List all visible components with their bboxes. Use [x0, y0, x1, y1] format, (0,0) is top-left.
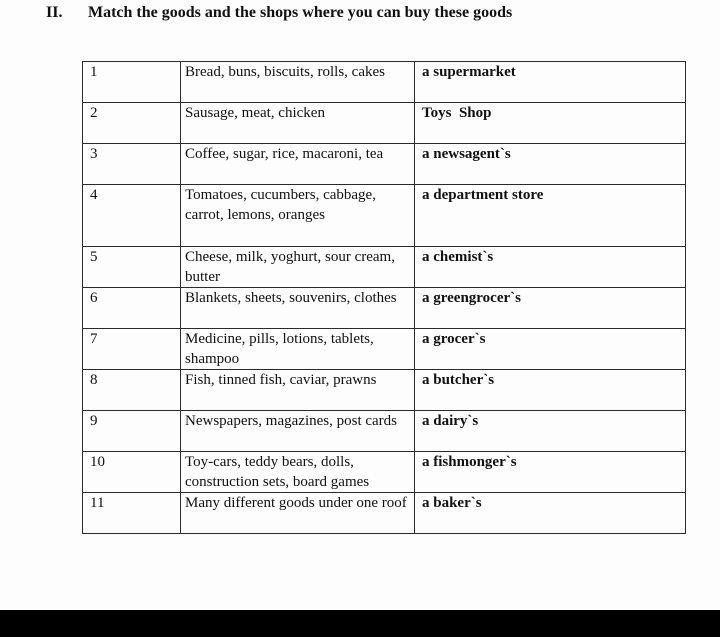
matching-table [82, 61, 686, 534]
row-number: 5 [83, 247, 181, 288]
goods-cell: Tomatoes, cucumbers, cabbage, carrot, lemons, oranges [181, 185, 415, 247]
goods-cell: Blankets, sheets, souvenirs, clothes [181, 288, 415, 329]
shop-cell: a dairy`s [415, 411, 686, 452]
row-number: 2 [83, 103, 181, 144]
table-row [83, 452, 686, 493]
row-number: 4 [83, 185, 181, 247]
table-row [83, 144, 686, 185]
shop-cell: a greengrocer`s [415, 288, 686, 329]
table-row [83, 370, 686, 411]
row-number: 11 [83, 493, 181, 534]
shop-cell: a baker`s [415, 493, 686, 534]
row-number: 6 [83, 288, 181, 329]
table-row [83, 411, 686, 452]
shop-cell: a newsagent`s [415, 144, 686, 185]
shop-cell: a butcher`s [415, 370, 686, 411]
goods-cell: Many different goods under one roof [181, 493, 415, 534]
goods-cell: Coffee, sugar, rice, macaroni, tea [181, 144, 415, 185]
row-number: 9 [83, 411, 181, 452]
goods-cell: Medicine, pills, lotions, tablets, shampoo [181, 329, 415, 370]
exercise-number: II. [46, 4, 63, 21]
row-number: 1 [83, 62, 181, 103]
table-row [83, 247, 686, 288]
table-row [83, 288, 686, 329]
table-row [83, 62, 686, 103]
row-number: 8 [83, 370, 181, 411]
shop-cell: a fishmonger`s [415, 452, 686, 493]
goods-cell: Cheese, milk, yoghurt, sour cream, butter [181, 247, 415, 288]
goods-cell: Toy-cars, teddy bears, dolls, construction sets, board games [181, 452, 415, 493]
row-number: 7 [83, 329, 181, 370]
shop-cell: a grocer`s [415, 329, 686, 370]
shop-cell: a department store [415, 185, 686, 247]
goods-cell: Sausage, meat, chicken [181, 103, 415, 144]
exercise-instruction: Match the goods and the shops where you can buy these goods [88, 4, 513, 21]
table-row [83, 493, 686, 534]
goods-cell: Newspapers, magazines, post cards [181, 411, 415, 452]
row-number: 10 [83, 452, 181, 493]
table-row [83, 103, 686, 144]
table-row [83, 185, 686, 247]
table-row [83, 329, 686, 370]
goods-cell: Bread, buns, biscuits, rolls, cakes [181, 62, 415, 103]
exercise-heading [46, 4, 512, 22]
bottom-black-bar [0, 610, 720, 637]
shop-cell: a chemist`s [415, 247, 686, 288]
shop-cell: a supermarket [415, 62, 686, 103]
row-number: 3 [83, 144, 181, 185]
goods-cell: Fish, tinned fish, caviar, prawns [181, 370, 415, 411]
shop-cell: Toys Shop [415, 103, 686, 144]
